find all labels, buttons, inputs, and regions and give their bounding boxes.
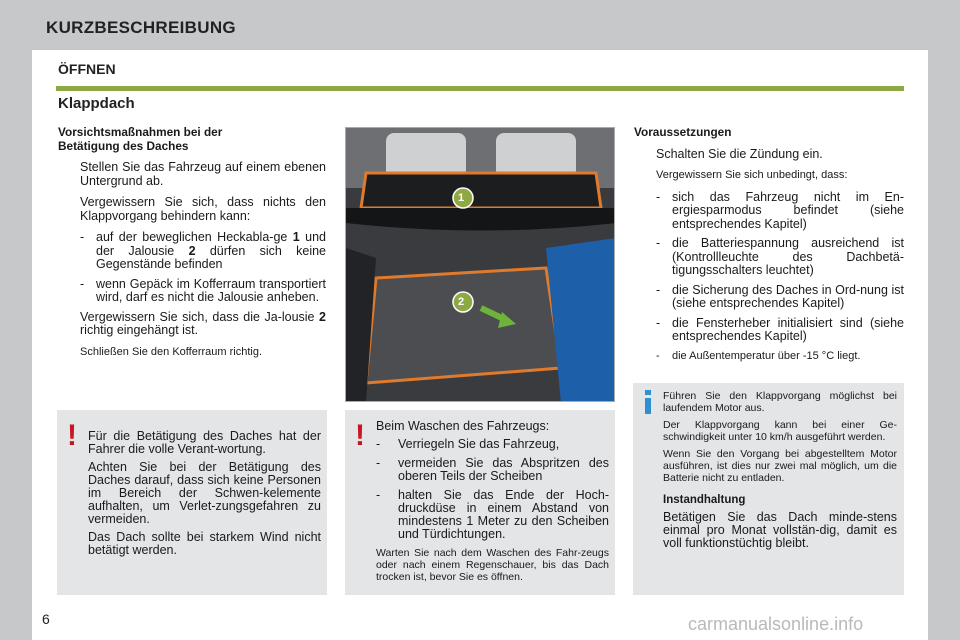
list-subitem: - auf der beweglichen Heckabla-ge 1 und der Jalousie 2 dürfen sich keine Gegenstände befinden [80,230,327,271]
info-icon [641,389,655,415]
right-margin-band [928,50,960,640]
list-item: Schließen Sie den Kofferraum richtig. [80,345,262,358]
trunk-illustration [346,128,615,402]
list-subitem: - wenn Gepäck im Kofferraum transportiert wird, darf es nicht die Jalousie anheben. [80,276,326,304]
page-header-title: KURZBESCHREIBUNG [46,18,236,37]
sub-title: Klappdach [58,95,135,112]
section-divider [56,86,904,91]
prerequisites-title: Voraussetzungen [634,125,732,139]
list-subitem: - die Außentemperatur über -15 °C liegt. [656,349,861,362]
warning-text: Für die Betätigung des Daches hat der Fahrer die volle Verant-wortung. Achten Sie bei der Betätigung des Daches darauf, dass sich keine Personen im Bereich der Schwen-kelemente aufhalten, um Verlet-zungsgefahren zu vermeiden. Das Dach sollte bei starkem Wind nicht betätigt werden. [88,429,321,557]
list-item: Vergewissern Sie sich, dass nichts den Klappvorgang behindern kann: [80,195,326,223]
section-title: ÖFFNEN [58,61,116,77]
precautions-column [58,126,326,367]
prerequisites-column [634,126,904,369]
warning-icon: ! [67,419,77,452]
list-subitem: - vermeiden Sie das Abspritzen des oberen Teils der Scheiben [376,456,609,483]
callout-marker-1: 1 [458,192,465,204]
list-subitem: - Verriegeln Sie das Fahrzeug, [376,437,560,451]
list-item: Stellen Sie das Fahrzeug auf einem ebenen Untergrund ab. [80,160,326,188]
list-item: Schalten Sie die Zündung ein. [656,146,823,161]
list-subitem: - die Fensterheber initialisiert sind (siehe entsprechendes Kapitel) [656,315,904,343]
list-subitem: - sich das Fahrzeug nicht im En-ergiesparmodus befindet (siehe entsprechendes Kapitel) [656,189,904,231]
list-subitem: - die Batteriespannung ausreichend ist (Kontrollleuchte des Dachbetä-tigungsschalters leuchtet) [656,236,904,277]
precautions-title: Vorsichtsmaßnahmen bei der Betätigung des Daches [58,125,223,153]
list-subitem: - halten Sie das Ende der Hoch-druckdüse in einem Abstand von mindestens 1 Meter zu den Scheiben und Türdichtungen. [376,488,609,541]
maintenance-title: Instandhaltung [663,494,746,506]
list-item: Vergewissern Sie sich unbedingt, dass: [656,169,848,181]
page-number: 6 [42,611,50,627]
list-item: Vergewissern Sie sich, dass die Ja-lousie 2 richtig eingehängt ist. [80,309,326,337]
list-subitem: - die Sicherung des Daches in Ord-nung ist (siehe entsprechendes Kapitel) [656,282,904,310]
washing-text: Beim Waschen des Fahrzeugs: - Verriegeln Sie das Fahrzeug, - vermeiden Sie das Abspritzen des oberen Teils der Scheiben - halten Sie das Ende der Hoch-druckdüse in einem Abstand von mindestens 1 Meter zu den Scheiben und Türdichtungen. Warten Sie nach dem Waschen des Fahr-zeugs oder nach einem Regenschauer, bis das Dach trocken ist, bevor Sie es öffnen. [376,419,609,583]
watermark: carmanualsonline.info [688,614,864,634]
callout-marker-2: 2 [458,296,465,308]
warning-icon: ! [355,419,365,452]
left-margin-band [0,50,32,640]
trunk-photo [345,127,615,402]
info-text: Führen Sie den Klappvorgang möglichst bei laufendem Motor aus. Der Klappvorgang kann bei einer Ge-schwindigkeit unter 10 km/h ausgeführt werden. Wenn Sie den Vorgang bei abgestelltem Motor ausführen, ist dies nur zwei mal möglich, um die Batterie nicht zu entladen. Instandhaltung Betätigen Sie das Dach minde-stens einmal pro Monat vollstän-dig, damit es voll funktionstüchtig bleibt. [663,390,897,550]
